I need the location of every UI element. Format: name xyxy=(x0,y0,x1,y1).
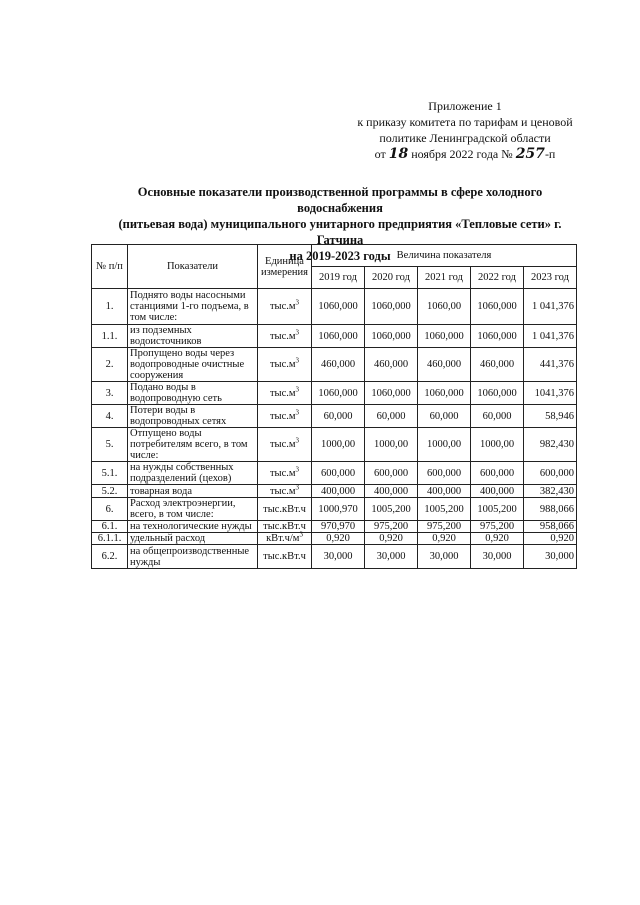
unit-text: тыс.м xyxy=(269,359,296,370)
row-value: 30,000 xyxy=(524,545,577,569)
table-row xyxy=(92,405,577,428)
table-row xyxy=(92,428,577,462)
row-indicator: на нужды собственных подразделений (цехов) xyxy=(128,462,258,485)
header-year: 2022 год xyxy=(471,267,524,289)
row-value: 1 041,376 xyxy=(524,325,577,348)
row-value: 441,376 xyxy=(524,348,577,382)
row-number: 1.1. xyxy=(92,325,128,348)
unit-text: тыс.кВт.ч xyxy=(263,521,306,532)
appendix-date-line xyxy=(350,146,580,162)
row-unit xyxy=(258,545,312,569)
row-number: 2. xyxy=(92,348,128,382)
row-indicator: Пропущено воды через водопроводные очистные сооружения xyxy=(128,348,258,382)
row-value: 1005,200 xyxy=(471,498,524,521)
header-indicator: Показатели xyxy=(128,245,258,289)
row-value: 1060,000 xyxy=(418,325,471,348)
row-value: 400,000 xyxy=(471,485,524,498)
row-indicator: Отпущено воды потребителям всего, в том числе: xyxy=(128,428,258,462)
row-value: 600,000 xyxy=(418,462,471,485)
row-value: 1060,000 xyxy=(365,382,418,405)
row-indicator: товарная вода xyxy=(128,485,258,498)
unit-exponent: 3 xyxy=(295,483,300,491)
row-value: 60,000 xyxy=(312,405,365,428)
row-indicator: на общепроизводственные нужды xyxy=(128,545,258,569)
table-row xyxy=(92,498,577,521)
table-row xyxy=(92,533,577,545)
row-value: 1 041,376 xyxy=(524,289,577,325)
date-day-handwritten: 18 xyxy=(388,146,409,162)
unit-exponent: 3 xyxy=(295,408,300,416)
row-value: 600,000 xyxy=(471,462,524,485)
unit-text: кВт.ч/м xyxy=(266,533,300,544)
row-value: 30,000 xyxy=(312,545,365,569)
header-year: 2023 год xyxy=(524,267,577,289)
order-number-handwritten: 257 xyxy=(515,146,545,162)
row-value: 1005,200 xyxy=(365,498,418,521)
unit-exponent: 3 xyxy=(295,385,300,393)
row-value: 982,430 xyxy=(524,428,577,462)
unit-text: тыс.м xyxy=(269,485,296,497)
unit-text: тыс.м xyxy=(269,301,296,312)
row-value: 400,000 xyxy=(312,485,365,498)
row-value: 460,000 xyxy=(418,348,471,382)
row-value: 0,920 xyxy=(365,533,418,545)
row-value: 1060,000 xyxy=(312,325,365,348)
date-prefix: от xyxy=(374,147,386,161)
row-value: 1000,00 xyxy=(312,428,365,462)
row-value: 60,000 xyxy=(471,405,524,428)
row-value: 460,000 xyxy=(312,348,365,382)
row-unit xyxy=(258,521,312,533)
row-number: 5.2. xyxy=(92,485,128,498)
row-value: 30,000 xyxy=(471,545,524,569)
row-number: 6.1. xyxy=(92,521,128,533)
unit-text: тыс.м xyxy=(269,330,296,342)
table-row xyxy=(92,462,577,485)
header-year: 2020 год xyxy=(365,267,418,289)
title-line-1: Основные показатели производственной программы в сфере холодного водоснабжения xyxy=(137,185,543,215)
row-value: 60,000 xyxy=(365,405,418,428)
row-value: 600,000 xyxy=(365,462,418,485)
row-value: 1060,00 xyxy=(418,289,471,325)
row-value: 30,000 xyxy=(365,545,418,569)
row-value: 58,946 xyxy=(524,405,577,428)
table-row xyxy=(92,382,577,405)
title-line-3: на 2019-2023 годы xyxy=(289,249,391,263)
row-number: 5.1. xyxy=(92,462,128,485)
unit-text: тыс.м xyxy=(269,410,296,422)
row-number: 1. xyxy=(92,289,128,325)
unit-exponent: 3 xyxy=(295,356,300,365)
row-value: 400,000 xyxy=(418,485,471,498)
row-value: 0,920 xyxy=(312,533,365,545)
indicators-table xyxy=(91,244,577,569)
row-indicator: Расход электроэнергии, всего, в том числе: xyxy=(128,498,258,521)
row-unit xyxy=(258,405,312,428)
table-row xyxy=(92,348,577,382)
unit-text: тыс.м xyxy=(269,387,296,399)
row-number: 4. xyxy=(92,405,128,428)
row-indicator: Подано воды в водопроводную сеть xyxy=(128,382,258,405)
row-value: 460,000 xyxy=(471,348,524,382)
row-unit xyxy=(258,325,312,348)
unit-exponent: 3 xyxy=(295,298,300,307)
unit-exponent: 3 xyxy=(295,465,300,473)
row-indicator: из подземных водоисточников xyxy=(128,325,258,348)
row-indicator: удельный расход xyxy=(128,533,258,545)
row-number: 6. xyxy=(92,498,128,521)
title-line-2: (питьевая вода) муниципального унитарного предприятия «Тепловые сети» г. Гатчина xyxy=(118,217,562,247)
unit-exponent: 3 xyxy=(299,530,303,539)
row-unit xyxy=(258,289,312,325)
row-value: 975,200 xyxy=(365,521,418,533)
unit-exponent: 3 xyxy=(295,436,300,445)
row-value: 0,920 xyxy=(471,533,524,545)
row-value: 958,066 xyxy=(524,521,577,533)
row-value: 600,000 xyxy=(312,462,365,485)
row-value: 1005,200 xyxy=(418,498,471,521)
row-value: 0,920 xyxy=(524,533,577,545)
row-value: 970,970 xyxy=(312,521,365,533)
unit-text: тыс.м xyxy=(269,439,296,450)
row-unit xyxy=(258,498,312,521)
header-year: 2021 год xyxy=(418,267,471,289)
row-value: 382,430 xyxy=(524,485,577,498)
unit-text: тыс.м xyxy=(269,467,296,479)
row-unit xyxy=(258,382,312,405)
date-text: ноября 2022 года № xyxy=(411,147,513,161)
table-row xyxy=(92,545,577,569)
row-number: 6.1.1. xyxy=(92,533,128,545)
table-row xyxy=(92,289,577,325)
row-value: 988,066 xyxy=(524,498,577,521)
header-value-group: Величина показателя xyxy=(312,245,577,267)
row-value: 1000,970 xyxy=(312,498,365,521)
row-unit xyxy=(258,462,312,485)
row-unit xyxy=(258,348,312,382)
appendix-title: Приложение 1 xyxy=(428,99,502,113)
row-value: 1060,000 xyxy=(471,325,524,348)
row-value: 975,200 xyxy=(418,521,471,533)
row-number: 5. xyxy=(92,428,128,462)
row-value: 975,200 xyxy=(471,521,524,533)
row-value: 60,000 xyxy=(418,405,471,428)
row-value: 1000,00 xyxy=(418,428,471,462)
unit-text: тыс.кВт.ч xyxy=(263,503,306,515)
unit-exponent: 3 xyxy=(295,328,300,336)
row-indicator: Поднято воды насосными станциями 1-го подъема, в том числе: xyxy=(128,289,258,325)
row-value: 1060,000 xyxy=(418,382,471,405)
row-number: 6.2. xyxy=(92,545,128,569)
row-indicator: на технологические нужды xyxy=(128,521,258,533)
header-num: № п/п xyxy=(92,245,128,289)
row-value: 30,000 xyxy=(418,545,471,569)
row-value: 1060,000 xyxy=(312,382,365,405)
row-unit xyxy=(258,485,312,498)
table-row xyxy=(92,485,577,498)
appendix-block xyxy=(350,98,580,162)
row-value: 1060,000 xyxy=(365,325,418,348)
unit-text: тыс.кВт.ч xyxy=(263,551,306,562)
row-value: 1060,000 xyxy=(471,382,524,405)
header-unit: Единица измерения xyxy=(258,245,312,289)
row-value: 0,920 xyxy=(418,533,471,545)
row-number: 3. xyxy=(92,382,128,405)
row-unit xyxy=(258,428,312,462)
row-value: 1000,00 xyxy=(471,428,524,462)
row-unit xyxy=(258,530,312,545)
table-row xyxy=(92,521,577,533)
row-value: 1041,376 xyxy=(524,382,577,405)
appendix-committee: политике Ленинградской области xyxy=(379,131,551,145)
row-value: 1060,000 xyxy=(312,289,365,325)
row-value: 1060,000 xyxy=(471,289,524,325)
row-value: 1060,000 xyxy=(365,289,418,325)
appendix-order-ref: к приказу комитета по тарифам и ценовой xyxy=(357,115,573,129)
row-value: 460,000 xyxy=(365,348,418,382)
row-value: 400,000 xyxy=(365,485,418,498)
order-suffix: -п xyxy=(544,147,556,161)
row-value: 600,000 xyxy=(524,462,577,485)
table-body xyxy=(92,289,577,569)
row-value: 1000,00 xyxy=(365,428,418,462)
table-row xyxy=(92,325,577,348)
row-indicator: Потери воды в водопроводных сетях xyxy=(128,405,258,428)
header-year: 2019 год xyxy=(312,267,365,289)
